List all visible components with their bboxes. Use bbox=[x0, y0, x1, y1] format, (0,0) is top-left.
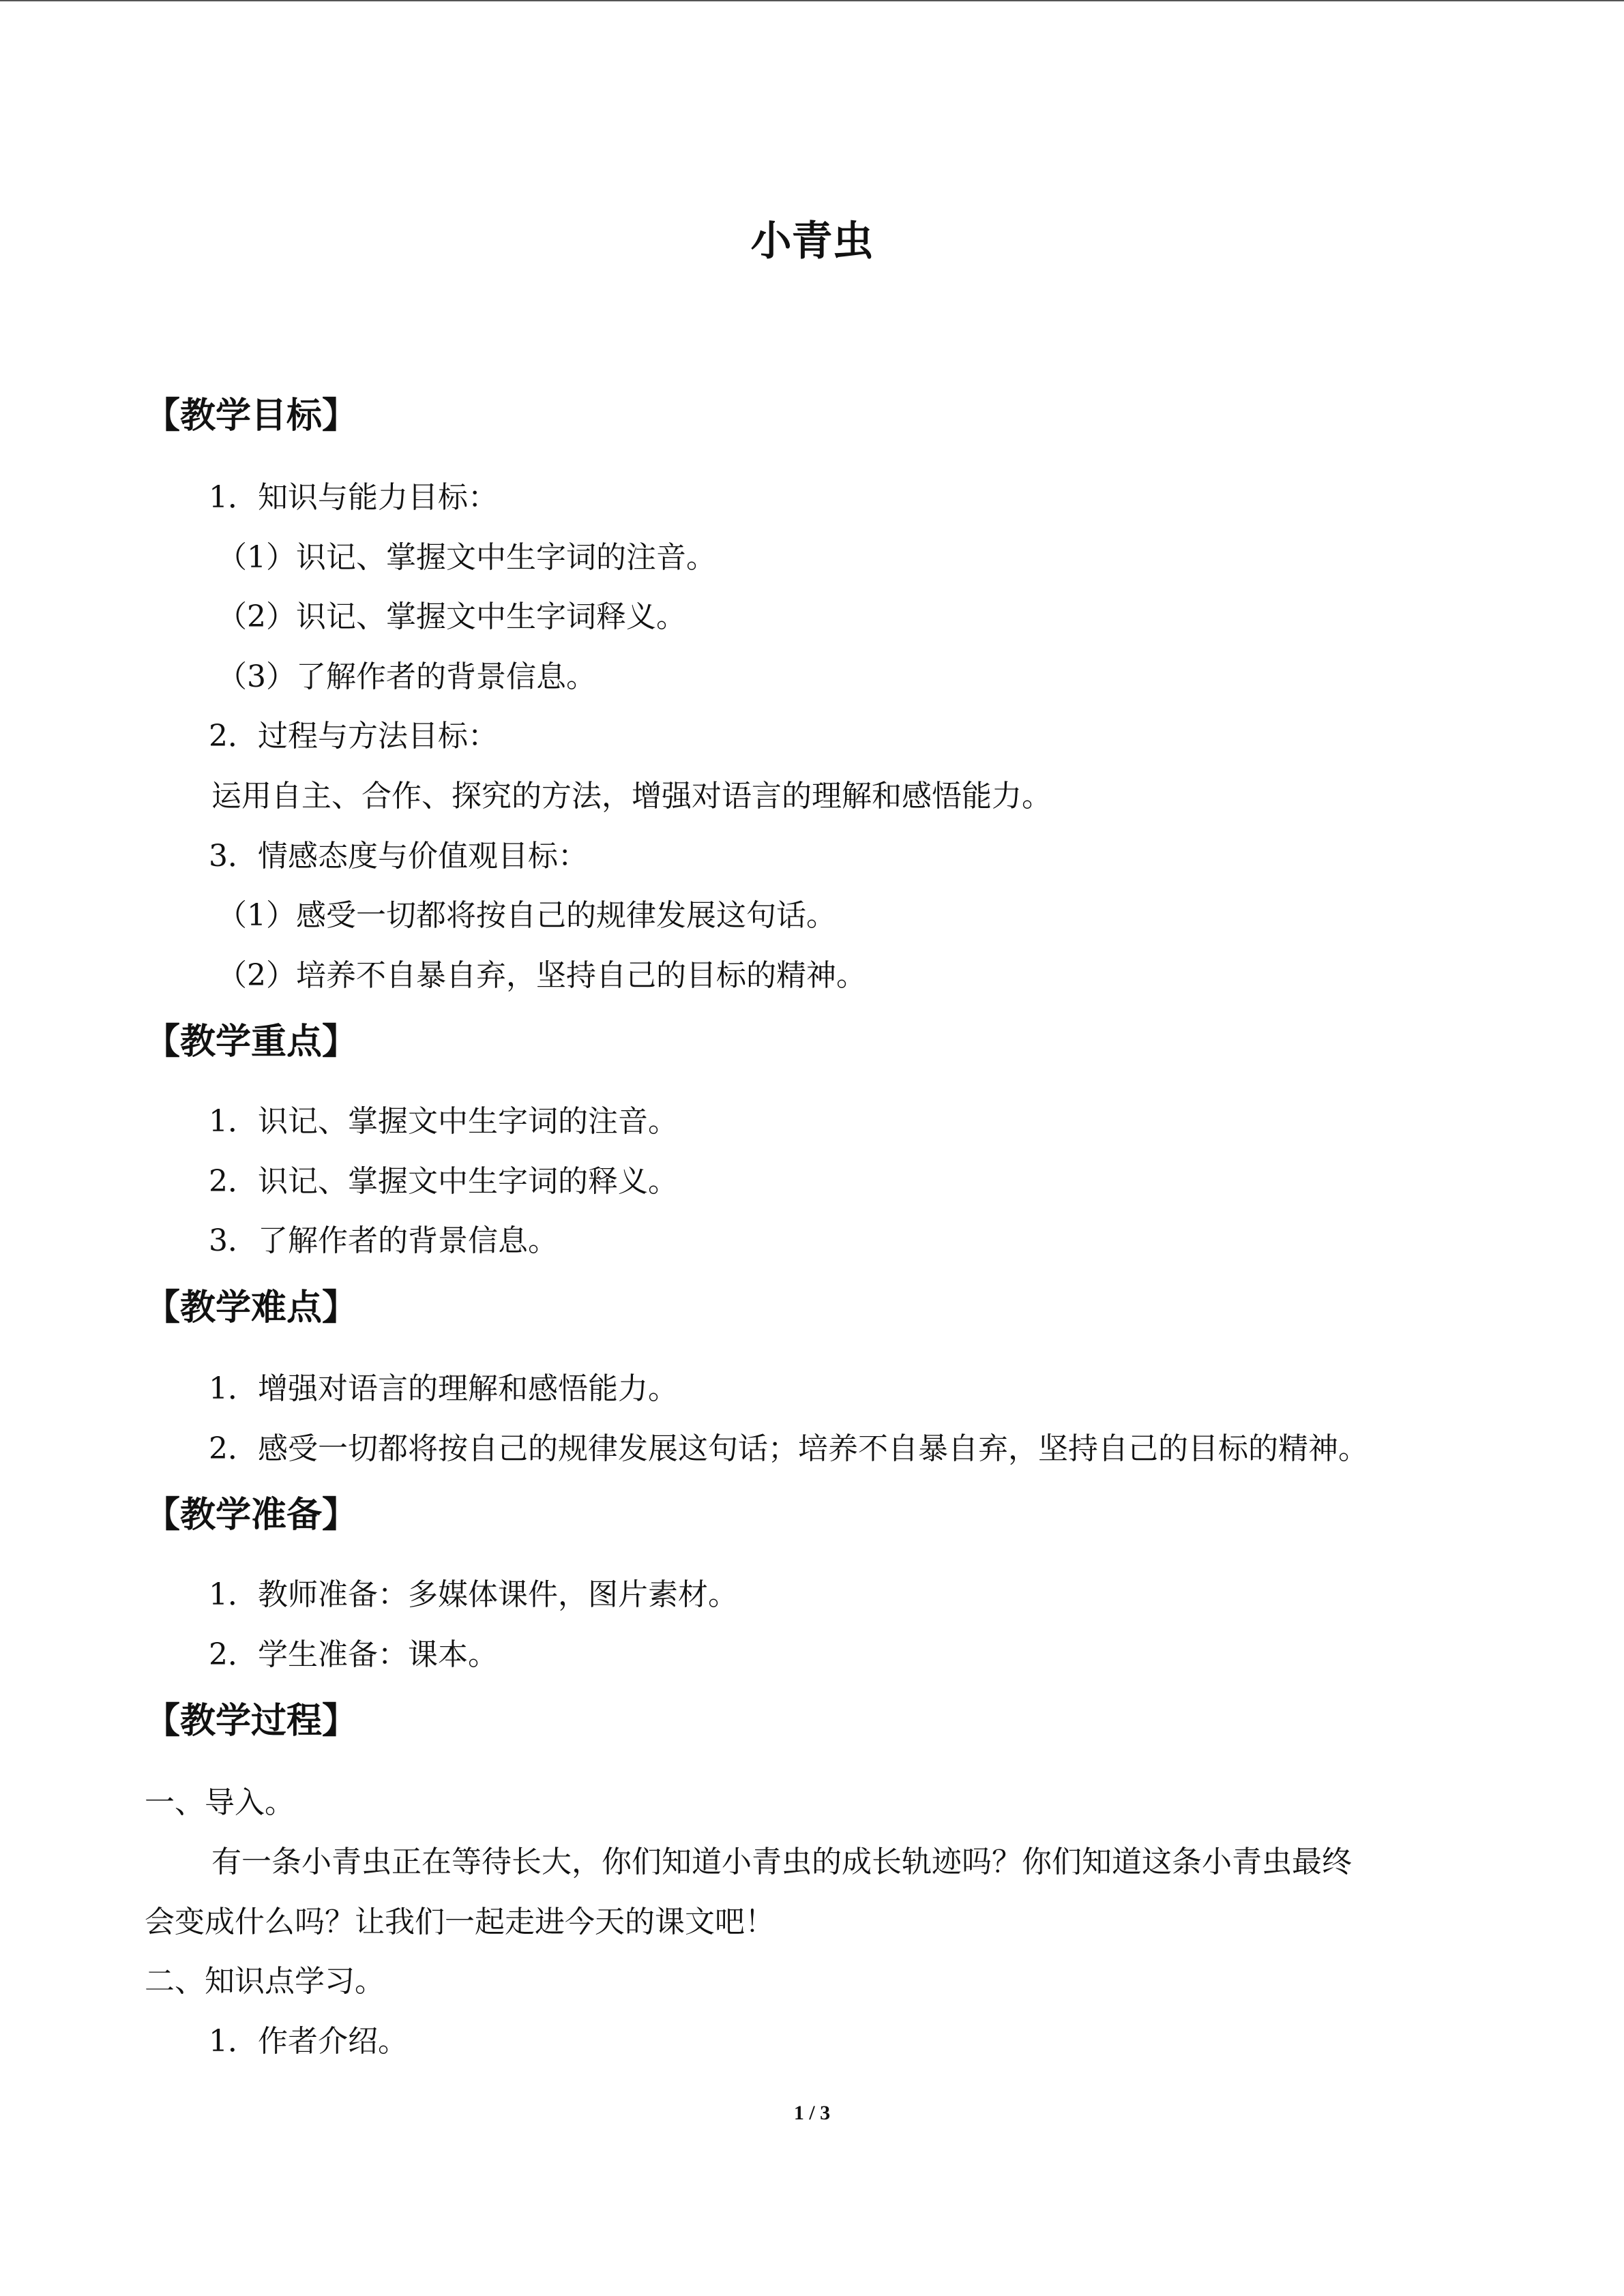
key-point-line: 3．了解作者的背景信息。 bbox=[209, 1223, 558, 1258]
objective-line: （1）识记、掌握文中生字词的注音。 bbox=[217, 540, 716, 575]
process-line: 二、知识点学习。 bbox=[145, 1964, 385, 1999]
key-point-line: 1．识记、掌握文中生字词的注音。 bbox=[209, 1104, 678, 1139]
section-heading-process: 【教学过程】 bbox=[145, 1700, 358, 1742]
section-heading-objectives: 【教学目标】 bbox=[145, 395, 358, 436]
objective-line: 2．过程与方法目标： bbox=[209, 719, 498, 754]
objective-line: （2）识记、掌握文中生字词释义。 bbox=[217, 599, 686, 634]
preparation-line: 2．学生准备：课本。 bbox=[209, 1637, 498, 1672]
process-line: 一、导入。 bbox=[145, 1785, 295, 1820]
key-point-line: 2．识记、掌握文中生字词的释义。 bbox=[209, 1164, 678, 1199]
process-line: 有一条小青虫正在等待长大，你们知道小青虫的成长轨迹吗？你们知道这条小青虫最终 bbox=[211, 1845, 1352, 1879]
objective-line: 运用自主、合作、探究的方法，增强对语言的理解和感悟能力。 bbox=[211, 779, 1052, 814]
section-heading-difficulties: 【教学难点】 bbox=[145, 1287, 358, 1328]
process-line: 会变成什么吗？让我们一起走进今天的课文吧！ bbox=[145, 1905, 775, 1939]
page-number: 1 / 3 bbox=[793, 2102, 831, 2124]
section-heading-key-points: 【教学重点】 bbox=[145, 1021, 358, 1062]
objective-line: （1）感受一切都将按自己的规律发展这句话。 bbox=[217, 898, 836, 933]
preparation-line: 1．教师准备：多媒体课件，图片素材。 bbox=[209, 1577, 738, 1612]
objective-line: 3．情感态度与价值观目标： bbox=[209, 839, 588, 874]
difficulty-line: 1．增强对语言的理解和感悟能力。 bbox=[209, 1371, 678, 1406]
document-title: 小青虫 bbox=[750, 218, 874, 265]
process-line: 1．作者介绍。 bbox=[209, 2024, 408, 2059]
objective-line: 1．知识与能力目标： bbox=[209, 480, 498, 515]
objective-line: （2）培养不自暴自弃，坚持自己的目标的精神。 bbox=[217, 958, 866, 993]
difficulty-line: 2．感受一切都将按自己的规律发展这句话；培养不自暴自弃，坚持自己的目标的精神。 bbox=[209, 1431, 1368, 1466]
objective-line: （3）了解作者的背景信息。 bbox=[217, 659, 596, 694]
section-heading-preparation: 【教学准备】 bbox=[145, 1494, 358, 1536]
